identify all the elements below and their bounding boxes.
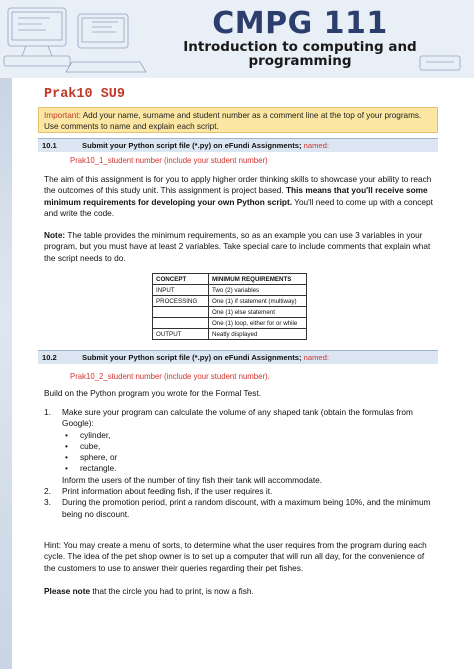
list-item xyxy=(44,486,438,497)
bullet-text: rectangle. xyxy=(80,463,117,474)
step-text: Make sure your program can calculate the volume of any shaped tank (obtain the formulas from Google): xyxy=(62,407,413,429)
note-text: The table provides the minimum requirements, so as an example you can use 3 variables in your program, but you must have at least 2 variables. Take special care to include comments that explain what the script needs to do. xyxy=(44,230,431,263)
task-10-1-filename: Prak10_1_student number (include your student number) xyxy=(70,156,268,165)
left-decorative-bar xyxy=(0,78,12,669)
please-note-paragraph xyxy=(44,586,434,597)
important-notice xyxy=(38,107,438,133)
task-10-2-header xyxy=(38,350,438,364)
table-row xyxy=(153,307,307,318)
table-row xyxy=(153,318,307,329)
course-name-line1: Introduction to computing and xyxy=(183,39,417,55)
steps-list xyxy=(44,407,438,520)
course-banner xyxy=(0,0,474,78)
table-header-requirements: MINIMUM REQUIREMENTS xyxy=(209,274,307,285)
table-row xyxy=(153,285,307,296)
table-cell: INPUT xyxy=(153,285,209,296)
list-item-continuation xyxy=(44,475,438,486)
bullet-icon: • xyxy=(65,452,68,463)
list-item xyxy=(44,407,438,430)
table-cell: One (1) if statement (multiway) xyxy=(209,296,307,307)
task-named-label: named: xyxy=(301,353,329,362)
please-note-label: Please note xyxy=(44,586,91,596)
aim-paragraph xyxy=(44,174,434,219)
table-cell: One (1) else statement xyxy=(209,307,307,318)
course-name xyxy=(150,40,450,68)
build-paragraph: Build on the Python program you wrote for the Formal Test. xyxy=(44,388,262,398)
table-cell: PROCESSING xyxy=(153,296,209,307)
list-item xyxy=(44,430,438,441)
bullet-icon: • xyxy=(65,429,68,440)
task-named-label: named: xyxy=(301,141,329,150)
bullet-text: sphere, or xyxy=(80,452,118,463)
task-instruction: Submit your Python script file (*.py) on eFundi Assignments; xyxy=(82,141,302,150)
bullet-text: cube, xyxy=(80,440,101,451)
bullet-icon: • xyxy=(65,463,68,474)
table-cell: One (1) loop, either for or while xyxy=(209,318,307,329)
course-name-line2: programming xyxy=(248,53,352,69)
task-10-2-filename: Prak10_2_student number (include your student number). xyxy=(70,372,270,381)
step-number: 2. xyxy=(44,486,51,497)
step-text: During the promotion period, print a random discount, with a maximum being 10%, and the minimum being no discount. xyxy=(62,497,431,519)
please-note-text: that the circle you had to print, is now a fish. xyxy=(90,586,254,596)
bullet-icon: • xyxy=(65,440,68,451)
bullet-text: cylinder, xyxy=(80,429,111,440)
task-10-1-header xyxy=(38,138,438,152)
note-label: Note: xyxy=(44,230,66,240)
table-cell: OUTPUT xyxy=(153,329,209,340)
table-row xyxy=(153,329,307,340)
aim-text-1: The aim of this assignment is for you to apply higher order thinking skills to showcase your ability to reach the outcomes of this study unit. This assignment is project based. xyxy=(44,174,432,196)
table-cell xyxy=(153,318,209,329)
list-item xyxy=(44,452,438,463)
step-text: Print information about feeding fish, if the user requires it. xyxy=(62,486,273,497)
hint-paragraph: Hint: You may create a menu of sorts, to determine what the user requires from the program during each cycle. The idea of the pet shop owner is to set up a computer that will run all day, for the convenience of the customers to use to answer their queries regarding their pet fishes. xyxy=(44,540,427,573)
important-label: Important: xyxy=(44,111,81,120)
task-instruction: Submit your Python script file (*.py) on eFundi Assignments; xyxy=(82,353,302,362)
table-cell xyxy=(153,307,209,318)
page-title: Prak10 SU9 xyxy=(44,87,126,102)
note-paragraph xyxy=(44,230,434,264)
important-text: Add your name, surname and student number as a comment line at the top of your programs. Use comments to name and explain each script. xyxy=(44,111,422,131)
step-text: Inform the users of the number of tiny fish their tank will accommodate. xyxy=(62,474,323,485)
step-number: 1. xyxy=(44,407,51,417)
aim-text-bold: This means that you'll receive some minimum requirements for developing your own Python script. xyxy=(44,185,428,207)
requirements-table xyxy=(152,273,307,340)
list-item xyxy=(44,463,438,474)
task-number: 10.2 xyxy=(42,353,57,362)
table-header-row xyxy=(153,274,307,285)
course-code: CMPG 111 xyxy=(212,6,388,41)
step-number: 3. xyxy=(44,497,51,508)
list-item xyxy=(44,441,438,452)
list-item xyxy=(44,497,438,520)
aim-text-2: You'll need to come up with a concept and write the code. xyxy=(44,196,433,218)
table-cell: Neatly displayed xyxy=(209,329,307,340)
table-header-concept: CONCEPT xyxy=(153,274,209,285)
task-number: 10.1 xyxy=(42,141,57,150)
table-cell: Two (2) variables xyxy=(209,285,307,296)
table-row xyxy=(153,296,307,307)
